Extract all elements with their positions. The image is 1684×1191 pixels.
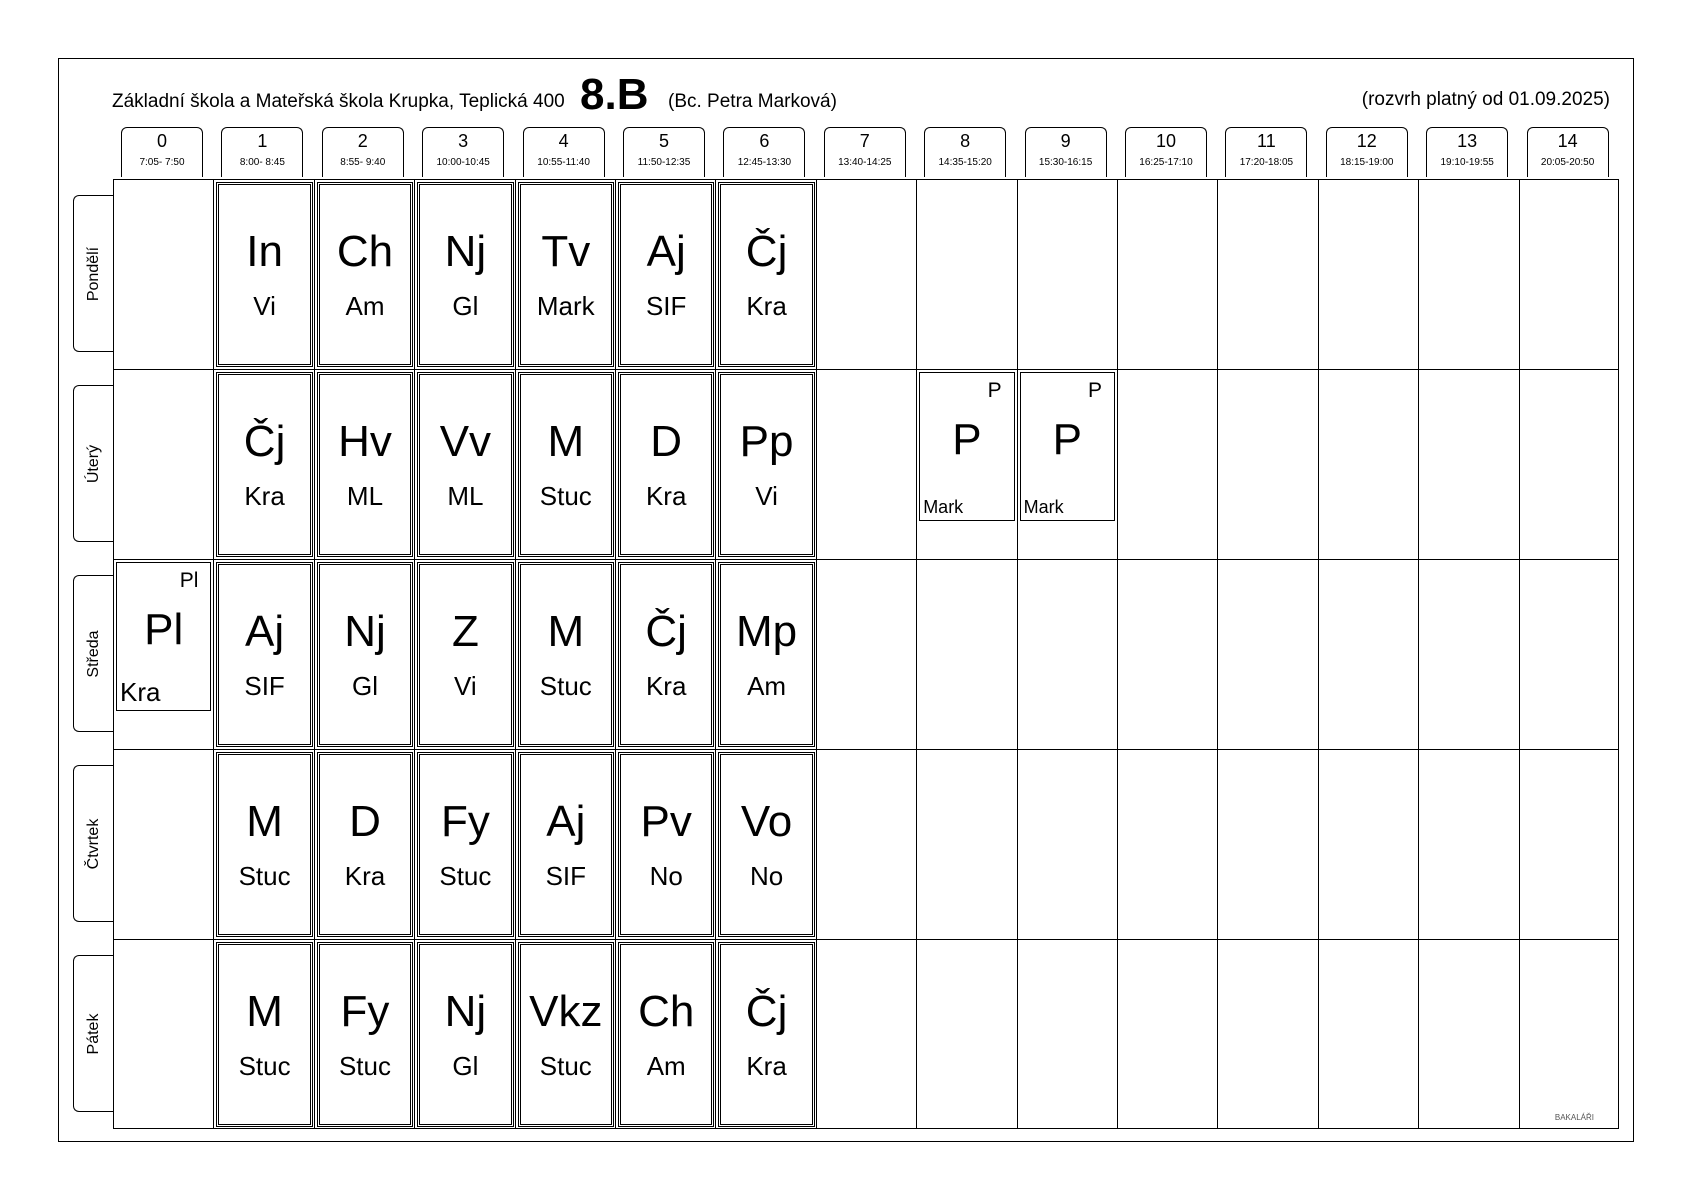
bakalari-logo: BAKALÁŘI	[1554, 1113, 1594, 1122]
lesson-cell[interactable]	[417, 372, 513, 557]
lesson-subject: Vo	[740, 797, 793, 846]
lesson-subject: M	[547, 417, 585, 466]
group-lesson-cell[interactable]	[919, 372, 1014, 521]
lesson-subject: Aj	[245, 607, 285, 656]
day-tab-3	[73, 765, 113, 922]
period-number: 4	[558, 131, 569, 151]
lesson-teacher: Stuc	[539, 671, 592, 701]
lesson-cell[interactable]	[618, 942, 714, 1127]
lesson-cell[interactable]	[618, 562, 714, 747]
group-lesson-cell[interactable]	[116, 562, 211, 711]
period-time: 13:40-14:25	[838, 157, 892, 168]
grid-column-line	[1217, 180, 1218, 1128]
lesson-subject: Pp	[739, 417, 794, 466]
grid-column-line	[1117, 180, 1118, 1128]
lesson-teacher: Kra	[244, 481, 285, 511]
lesson-cell[interactable]	[317, 372, 413, 557]
grid-column-line	[1418, 180, 1419, 1128]
lesson-teacher: Gl	[351, 671, 378, 701]
period-number: 6	[759, 131, 770, 151]
lesson-teacher: Am	[747, 671, 787, 701]
lesson-teacher: No	[749, 861, 784, 891]
grid-column-line	[213, 180, 214, 1128]
period-tab-2	[322, 127, 404, 177]
lesson-subject: Mp	[736, 607, 798, 656]
lesson-subject: Vkz	[529, 987, 603, 1036]
lesson-cell[interactable]	[317, 752, 413, 937]
lesson-subject: Nj	[444, 987, 487, 1036]
lesson-teacher: SIF	[244, 671, 285, 701]
lesson-teacher: Am	[646, 1051, 686, 1081]
day-label: Středa	[84, 629, 102, 678]
lesson-teacher: Stuc	[338, 1051, 391, 1081]
lesson-cell[interactable]	[518, 752, 614, 937]
grid-row-line	[114, 559, 1618, 560]
day-label: Čtvrtek	[84, 818, 102, 869]
lesson-teacher: Gl	[452, 291, 479, 321]
grid-row-line	[114, 939, 1618, 940]
period-time: 19:10-19:55	[1440, 157, 1494, 168]
lesson-teacher: Kra	[344, 861, 386, 891]
grid-column-line	[916, 180, 917, 1128]
period-number: 13	[1457, 131, 1478, 151]
lesson-cell[interactable]	[216, 942, 312, 1127]
lesson-subject: Ch	[336, 227, 394, 276]
period-time: 8:55- 9:40	[340, 157, 386, 168]
lesson-cell[interactable]	[718, 752, 814, 937]
period-number: 14	[1557, 131, 1578, 151]
lesson-subject: M	[246, 987, 283, 1036]
lesson-cell[interactable]	[417, 942, 513, 1127]
period-time: 20:05-20:50	[1540, 157, 1595, 168]
lesson-cell[interactable]	[718, 372, 814, 557]
period-tab-6	[723, 127, 805, 177]
period-time: 17:20-18:05	[1239, 157, 1294, 168]
grid-row-line	[114, 749, 1618, 750]
lesson-teacher: Kra	[120, 677, 161, 707]
period-time: 15:30-16:15	[1038, 157, 1093, 168]
grid-column-line	[715, 180, 716, 1128]
period-tab-0	[121, 127, 203, 177]
lesson-cell[interactable]	[216, 182, 312, 367]
lesson-teacher: Vi	[253, 291, 276, 321]
period-tab-8	[924, 127, 1006, 177]
lesson-teacher: Mark	[1023, 497, 1064, 517]
lesson-cell[interactable]	[417, 752, 513, 937]
lesson-teacher: No	[649, 861, 683, 891]
period-number: 1	[257, 131, 268, 151]
lesson-teacher: Stuc	[539, 481, 592, 511]
lesson-cell[interactable]	[618, 752, 714, 937]
day-label: Pátek	[84, 1013, 102, 1054]
grid-column-line	[414, 180, 415, 1128]
lesson-subject: In	[246, 227, 283, 276]
grid-column-line	[1318, 180, 1319, 1128]
lesson-subject: Tv	[541, 227, 591, 276]
lesson-teacher: Am	[345, 291, 385, 321]
period-number: 3	[458, 131, 469, 151]
lesson-cell[interactable]	[518, 182, 614, 367]
lesson-cell[interactable]	[417, 562, 513, 747]
lesson-cell[interactable]	[718, 182, 814, 367]
lesson-subject: Hv	[338, 417, 392, 466]
lesson-teacher: Mark	[536, 291, 595, 321]
day-tab-2	[73, 575, 113, 732]
lesson-subject: Nj	[444, 227, 487, 276]
lesson-subject: Pv	[640, 797, 692, 846]
lesson-teacher: Kra	[746, 1051, 787, 1081]
lesson-teacher: Kra	[645, 671, 687, 701]
period-number: 0	[156, 131, 167, 151]
valid-from: (rozvrh platný od 01.09.2025)	[1361, 89, 1610, 110]
lesson-cell[interactable]	[317, 942, 413, 1127]
period-number: 9	[1060, 131, 1071, 151]
lesson-cell[interactable]	[417, 182, 513, 367]
lesson-cell[interactable]	[718, 942, 814, 1127]
lesson-teacher: Kra	[746, 291, 787, 321]
lesson-teacher: ML	[447, 481, 484, 511]
lesson-subject: D	[650, 417, 683, 466]
lesson-subject: Vv	[439, 417, 492, 466]
period-tab-1	[221, 127, 303, 177]
lesson-subject: Nj	[344, 607, 386, 656]
period-number: 11	[1257, 131, 1276, 151]
period-tab-3	[422, 127, 504, 177]
group-label: Pl	[179, 569, 199, 592]
lesson-subject: Fy	[440, 797, 490, 846]
lesson-subject: Čj	[243, 417, 286, 466]
lesson-cell[interactable]	[216, 562, 312, 747]
period-time: 7:05- 7:50	[139, 157, 185, 168]
period-number: 8	[960, 131, 971, 151]
lesson-subject: Aj	[546, 797, 586, 846]
lesson-subject: D	[349, 797, 381, 846]
period-time: 18:15-19:00	[1340, 157, 1394, 168]
lesson-teacher: Gl	[452, 1051, 479, 1081]
lesson-subject: Aj	[646, 227, 686, 276]
lesson-subject: Z	[451, 607, 479, 656]
day-label: Úterý	[84, 444, 102, 483]
period-tab-13	[1426, 127, 1508, 177]
lesson-cell[interactable]	[618, 182, 714, 367]
lesson-cell[interactable]	[216, 752, 312, 937]
period-tab-4	[523, 127, 605, 177]
lesson-cell[interactable]	[518, 942, 614, 1127]
lesson-subject: Pl	[144, 605, 184, 654]
period-tab-7	[824, 127, 906, 177]
lesson-teacher: Stuc	[539, 1051, 592, 1081]
lesson-cell[interactable]	[317, 182, 413, 367]
lesson-subject: Čj	[645, 607, 687, 656]
lesson-cell[interactable]	[216, 372, 312, 557]
day-label: Pondělí	[84, 246, 102, 301]
lesson-teacher: Vi	[755, 481, 778, 511]
period-time: 16:25-17:10	[1139, 157, 1193, 168]
period-tab-12	[1326, 127, 1408, 177]
lesson-subject: Ch	[638, 987, 695, 1036]
lesson-cell[interactable]	[317, 562, 413, 747]
grid-column-line	[515, 180, 516, 1128]
period-tab-14	[1527, 127, 1609, 177]
lesson-subject: M	[547, 607, 585, 656]
period-number: 2	[357, 131, 368, 151]
lesson-cell[interactable]	[518, 562, 614, 747]
grid-column-line	[615, 180, 616, 1128]
period-time: 10:00-10:45	[436, 157, 490, 168]
lesson-cell[interactable]	[618, 372, 714, 557]
lesson-teacher: Stuc	[439, 861, 492, 891]
grid-column-line	[1017, 180, 1018, 1128]
lesson-teacher: Stuc	[238, 1051, 291, 1081]
period-number: 7	[859, 131, 870, 151]
lesson-teacher: Vi	[454, 671, 477, 701]
group-lesson-cell[interactable]	[1020, 372, 1115, 521]
lesson-teacher: Mark	[923, 497, 964, 517]
lesson-teacher: ML	[346, 481, 384, 511]
day-tab-4	[73, 955, 113, 1112]
lesson-teacher: Kra	[645, 481, 687, 511]
period-time: 12:45-13:30	[737, 157, 792, 168]
lesson-subject: Čj	[745, 987, 788, 1036]
grid-column-line	[816, 180, 817, 1128]
lesson-subject: Čj	[745, 227, 788, 276]
grid-row-line	[114, 369, 1618, 370]
class-name: 8.B	[580, 70, 649, 119]
lesson-subject: Fy	[340, 987, 390, 1036]
period-time: 14:35-15:20	[938, 157, 992, 168]
grid-column-line	[1519, 180, 1520, 1128]
period-tab-11	[1225, 127, 1307, 177]
period-number: 5	[658, 131, 669, 151]
period-tab-9	[1025, 127, 1107, 177]
period-time: 11:50-12:35	[637, 157, 691, 168]
lesson-teacher: SIF	[645, 291, 687, 321]
group-label: P	[987, 379, 1002, 402]
period-time: 10:55-11:40	[537, 157, 590, 168]
period-tab-10	[1125, 127, 1207, 177]
lesson-subject: P	[952, 415, 982, 464]
period-number: 10	[1155, 131, 1177, 151]
lesson-subject: P	[1052, 415, 1082, 464]
school-name: Základní škola a Mateřská škola Krupka, Teplická 400	[112, 91, 565, 112]
lesson-cell[interactable]	[718, 562, 814, 747]
class-teacher: (Bc. Petra Marková)	[668, 91, 837, 112]
day-tab-0	[73, 195, 113, 352]
lesson-subject: M	[246, 797, 283, 846]
period-tab-5	[623, 127, 705, 177]
timetable-grid	[113, 179, 1619, 1129]
period-number: 12	[1356, 131, 1377, 151]
lesson-teacher: Stuc	[238, 861, 291, 891]
day-tab-1	[73, 385, 113, 542]
period-time: 8:00- 8:45	[239, 157, 285, 168]
lesson-cell[interactable]	[518, 372, 614, 557]
grid-column-line	[314, 180, 315, 1128]
group-label: P	[1087, 379, 1102, 402]
lesson-teacher: SIF	[545, 861, 587, 891]
